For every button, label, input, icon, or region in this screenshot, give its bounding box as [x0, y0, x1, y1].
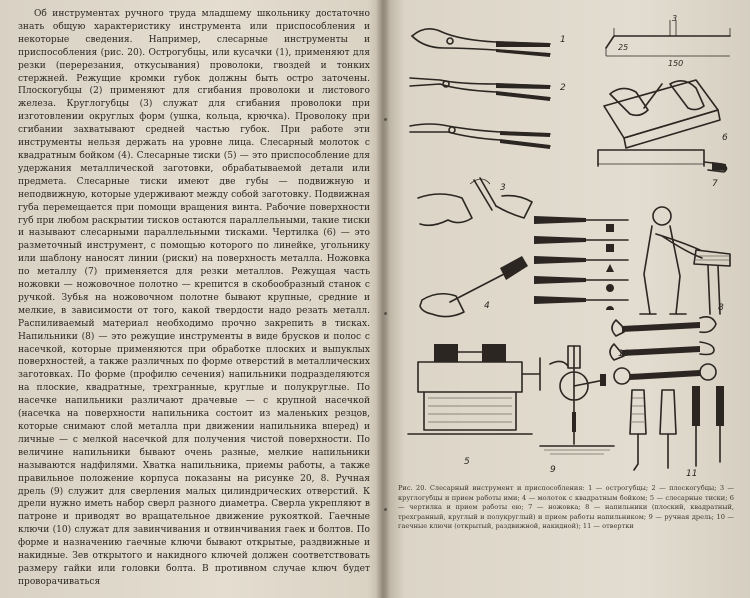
figure-caption: Рис. 20. Слесарный инструмент и приспособления: 1 — острогубцы; 2 — плоскогубцы; 3 — круглогубцы и прием работы ими; 4 — молоток с квадратным бойком; 5 — слесарные тиски; 6 — чертилка и прием работы ею; 7 — ножовка; 8 — напильники (плоский, квадратный, трехгранный, круглый и полукруглый) и прием работы напильником; 9 — ручная дрель; 10 — гаечные ключи (открытый, раздвижной, накидной); 11 — отвертки	[398, 484, 734, 531]
dimension-3: 3	[672, 14, 678, 23]
left-page	[18, 8, 370, 588]
binding-hole	[384, 312, 387, 315]
figure-number-4: 4	[484, 301, 490, 311]
dimension-150: 150	[668, 59, 684, 68]
book-gutter	[376, 0, 390, 598]
figure-illustration	[400, 14, 736, 484]
hammer-illustration	[420, 256, 528, 317]
figure-number-3: 3	[500, 183, 506, 193]
binding-hole	[384, 508, 387, 511]
figure-number-10: 10	[618, 349, 630, 359]
figure-number-6: 6	[722, 133, 728, 143]
hand-drill-illustration	[540, 346, 614, 454]
figure-number-9: 9	[550, 465, 556, 475]
screwdrivers-illustration	[630, 386, 724, 470]
figure-number-2: 2	[560, 83, 566, 93]
figure-number-8: 8	[718, 303, 724, 313]
files-illustration	[534, 216, 628, 310]
figure-number-11: 11	[686, 469, 698, 479]
bench-vise-illustration	[408, 344, 540, 434]
figure-number-5: 5	[464, 457, 470, 467]
flat-pliers-illustration	[410, 78, 550, 101]
scribing-hands-illustration	[604, 80, 720, 148]
dimension-25: 25	[618, 43, 629, 52]
binding-hole	[384, 118, 387, 121]
figure-number-7: 7	[712, 179, 718, 189]
figure-number-1: 1	[560, 35, 566, 45]
round-pliers-technique-illustration	[418, 178, 532, 225]
round-nose-pliers-illustration	[410, 124, 550, 149]
hacksaw-illustration	[598, 150, 727, 172]
figure-20	[400, 14, 736, 484]
left-page-text: Об инструментах ручного труда младшему школьнику достаточно знать общую характеристику инструмента или приспособления и некоторые сведения. Например, слесарные инструменты и приспособления (рис. 20). Острогубцы, или кусачки (1), применяют для резки (перерезания, откусывания) проволоки, гвоздей и тонких стержней. Режущие кромки губок должны быть остро заточены. Плоскогубцы (2) применяют для сгибания проволоки и листового железа. Круглогубцы (3) служат для сгибания проволоки при изготовлении округлых форм (ушка, кольца, крючка). Проволоку при сгибании захватывают средней частью губок. При работе эти инструменты нельзя держать на уровне лица. Слесарный молоток с квадратным бойком (4). Слесарные тиски (5) — это приспособление для удержания металлической заготовки, обрабатываемой детали или предмета. Слесарные тиски имеют две губы — подвижную и неподвижную, которые удерживают между собой заготовку. Подвижная губа перемещается при помощи вращения винта. Рабочие поверхности губ при любом раскрытии тисков остаются параллельными, такие тиски и называют слесарными параллельными тисками. Чертилка (6) — это разметочный инструмент, с помощью которого по линейке, угольнику или шаблону наносят линии (риски) на поверхность металла. Ножовка по металлу (7) применяется для резки металлов. Режущая часть ножовки — ножовочное полотно — крепится в скобообразный станок с ручкой. Зубья на ножовочном полотне бывают крупные, средние и мелкие, в зависимости от того, какой твердости надо резать металл. Распиливаемый материал необходимо прочно закрепить в тисках. Напильники (8) — это режущие инструменты в виде брусков и полос с насечкой, которые применяются при обработке плоских и выпуклых поверхностей, а также различных по форме отверстий в металлических заготовках. По форме (профилю сечения) напильники подразделяются на плоские, квадратные, трехгранные, круглые и полукруглые. По насечке напильники различают драчевые — с крупной насечкой (насечка на поверхности напильника состоит из маленьких резцов, которые снимают слой металла при движении напильника вперед) и личные — с мелкой насечкой для получения чистой поверхности. По величине напильники бывают очень разные, мелкие напильники называются надфилями. Хватка напильника, приемы работы, а также правильное положение корпуса показаны на рисунке 20, 8. Ручная дрель (9) служит для сверления малых цилиндрических отверстий. К дрели нужно иметь набор сверл разного диаметра. Сверла укрепляют в патроне и приводят во вращательное движение рукояткой. Гаечные ключи (10) служат для завинчивания и отвинчивания гаек и болтов. По форме и назначению гаечные ключи бывают открытые, раздвижные и накидные. Зев открытого и накидного ключей должен соответствовать размеру гайки или головки болта. В противном случае ключ будет проворачиваться	[18, 9, 370, 587]
worker-filing-illustration	[640, 207, 730, 314]
right-page	[392, 6, 744, 592]
cutting-pliers-illustration	[412, 29, 550, 57]
